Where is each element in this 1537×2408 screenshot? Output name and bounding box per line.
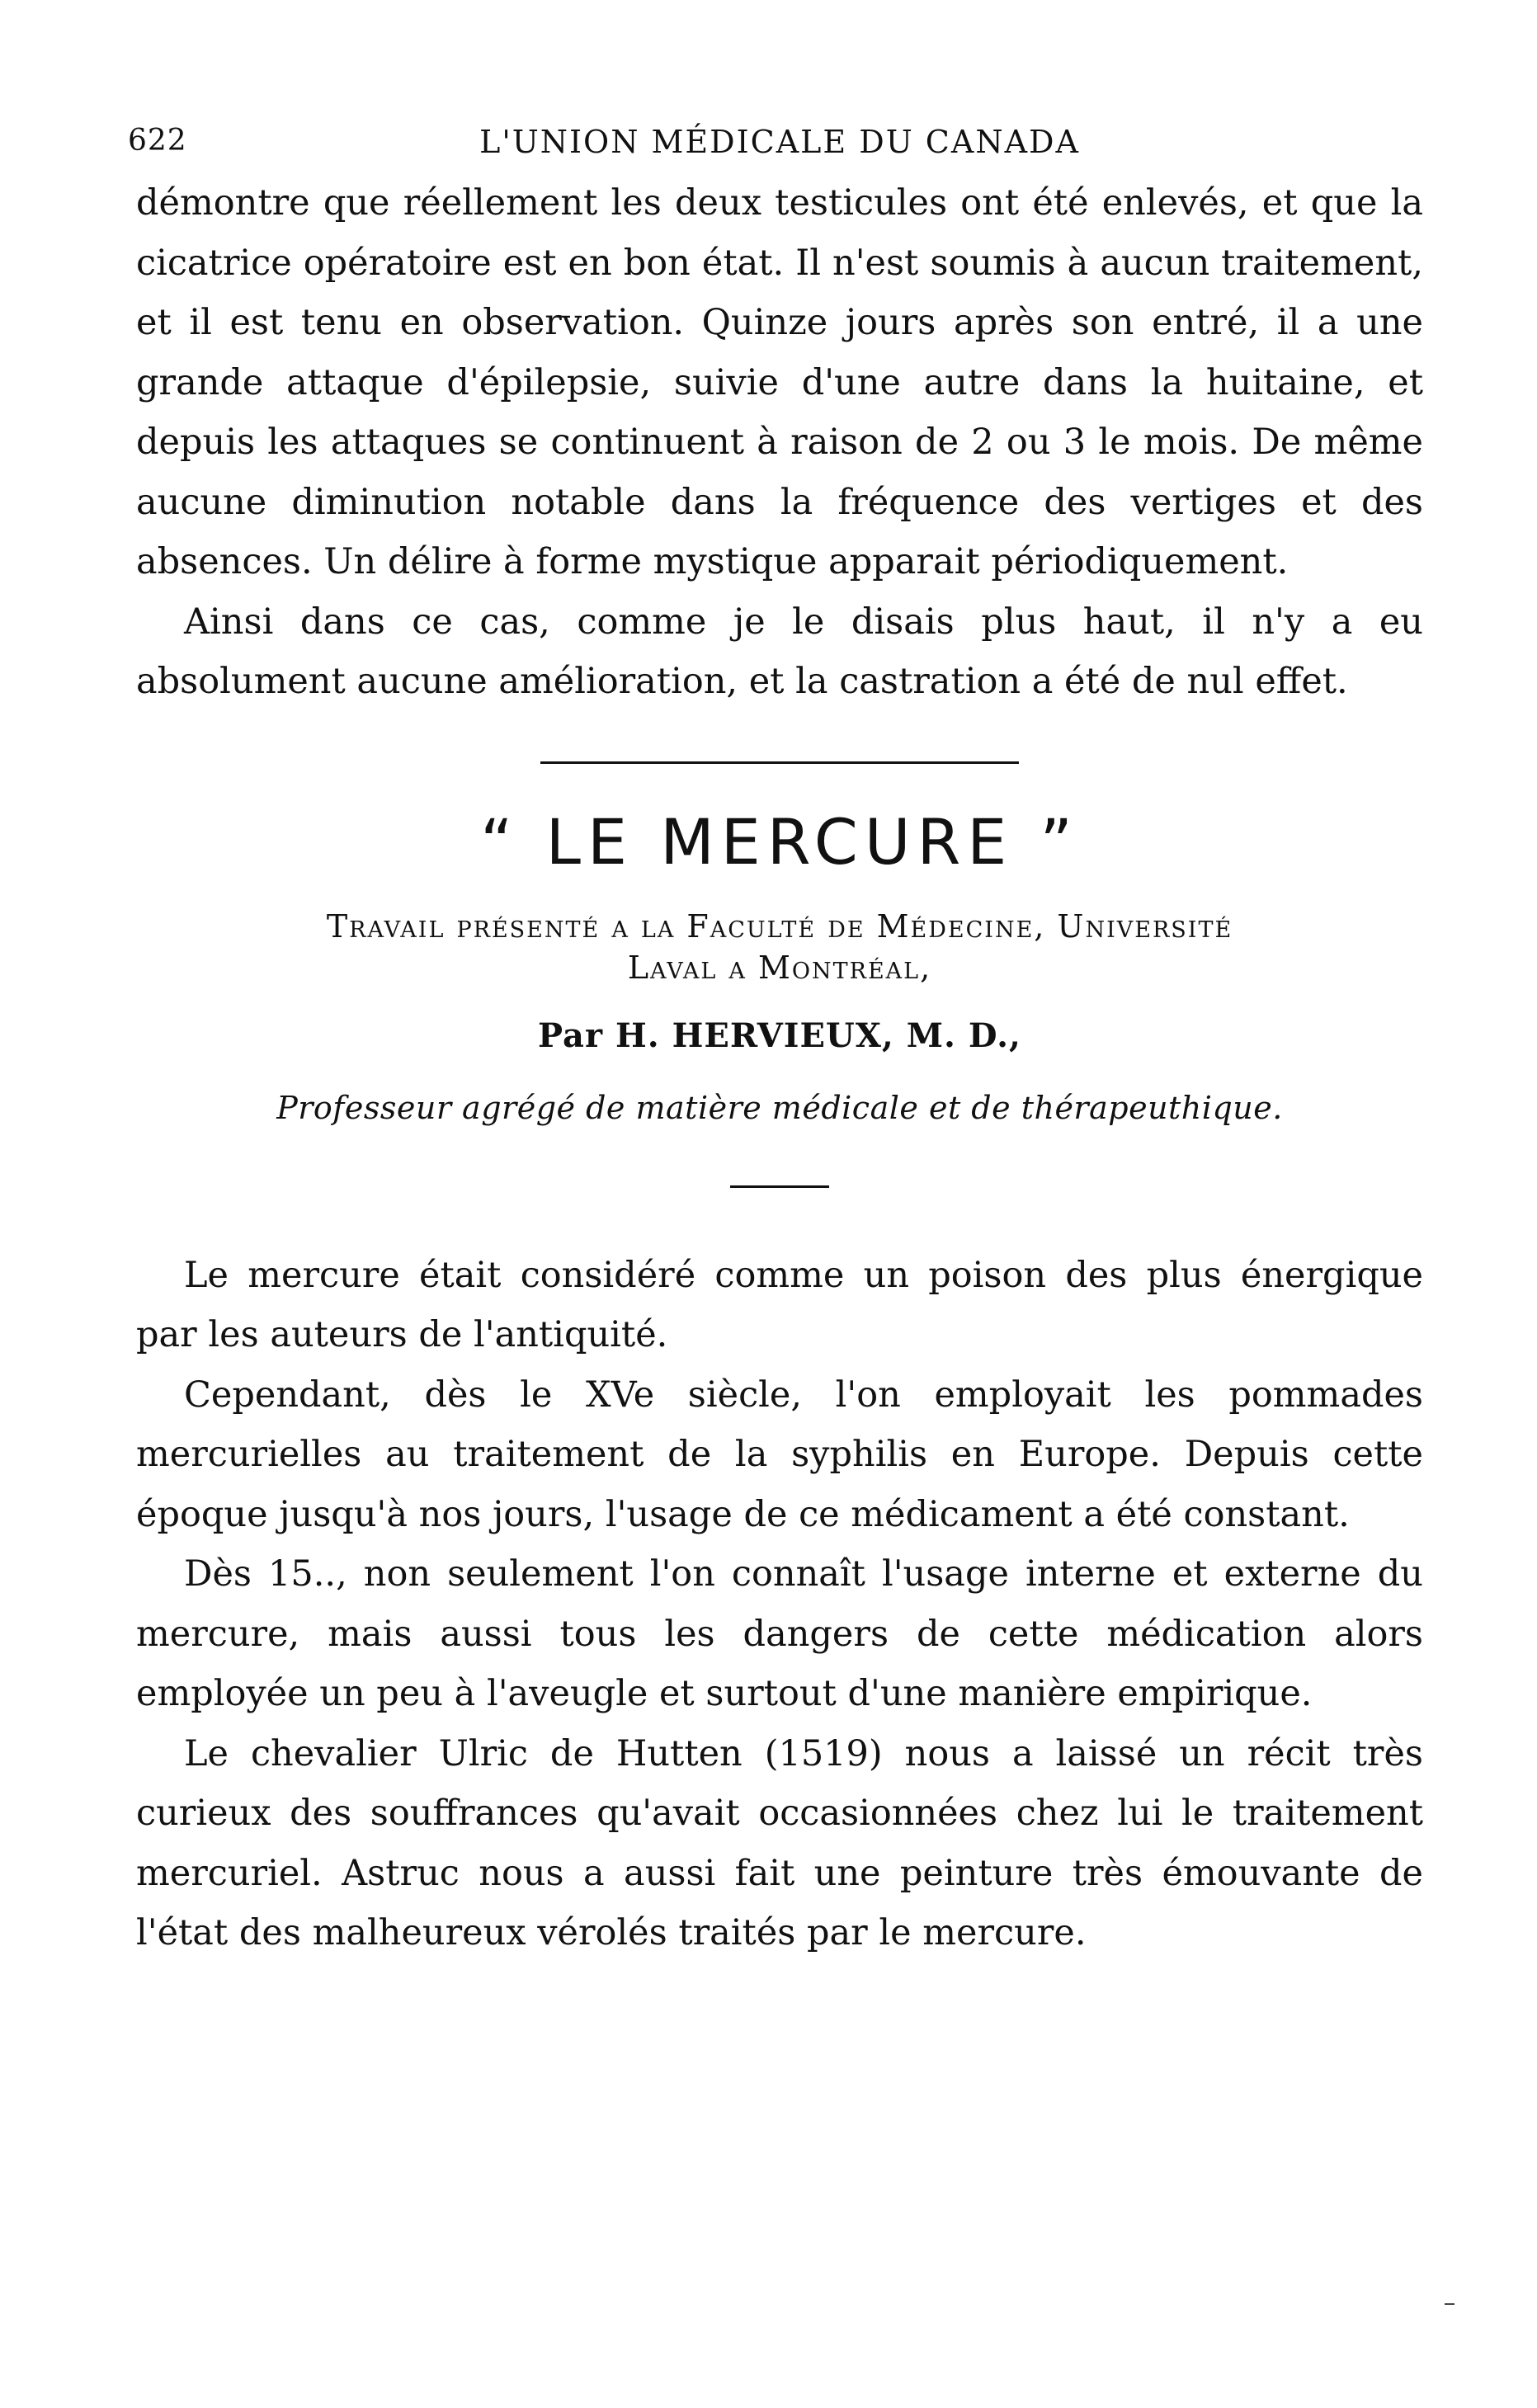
paragraph: Cependant, dès le XVe siècle, l'on employait les pommades mercurielles au traitement de la syphilis en Europe. Depuis cette époque jusqu'à nos jours, l'usage de ce médicament a été constant.: [136, 1374, 1423, 1535]
print-mark: [1445, 2303, 1454, 2305]
document-page: [128, 124, 1423, 1963]
paragraph: démontre que réellement les deux testicules ont été enlevés, et que la cicatrice opératoire est en bon état. Il n'est soumis à aucun traitement, et il est tenu en observation. Quinze jours après son entré, il a une grande attaque d'épilepsie, suivie d'une autre dans la huitaine, et depuis les attaques se continuent à raison de 2 ou 3 le mois. De même aucune diminution notable dans la fréquence des vertiges et des absences. Un délire à forme mystique apparait périodiquement.: [136, 182, 1423, 582]
article-author: Par H. HERVIEUX, M. D.,: [538, 1016, 1021, 1055]
paragraph: Le mercure était considéré comme un poison des plus énergique par les auteurs de l'antiquité.: [136, 1254, 1423, 1355]
article-title: “ LE MERCURE ”: [480, 804, 1079, 879]
title-divider: [730, 1185, 829, 1188]
running-header: [128, 124, 1423, 173]
page-number: 622: [128, 124, 187, 158]
author-affiliation: Professeur agrégé de matière médicale et de thérapeuthique.: [276, 1089, 1283, 1126]
journal-title: L'UNION MÉDICALE DU CANADA: [479, 124, 1080, 160]
subtitle-line: Laval a Montréal,: [627, 949, 932, 986]
intro-text: [136, 173, 1423, 712]
article-subtitle: [136, 906, 1423, 988]
article-text: [136, 1246, 1423, 1963]
paragraph: Le chevalier Ulric de Hutten (1519) nous a laissé un récit très curieux des souffrances qu'avait occasionnées chez lui le traitement mercuriel. Astruc nous a aussi fait une peinture très émouvante de l'état des malheureux vérolés traités par le mercure.: [136, 1732, 1423, 1953]
paragraph: Dès 15.., non seulement l'on connaît l'usage interne et externe du mercure, mais aussi tous les dangers de cette médication alors employée un peu à l'aveugle et surtout d'une manière empirique.: [136, 1553, 1423, 1714]
section-divider: [540, 761, 1019, 764]
subtitle-line: Travail présenté a la Faculté de Médecine, Université: [326, 907, 1233, 945]
paragraph: Ainsi dans ce cas, comme je le disais plus haut, il n'y a eu absolument aucune amélioration, et la castration a été de nul effet.: [136, 601, 1423, 702]
